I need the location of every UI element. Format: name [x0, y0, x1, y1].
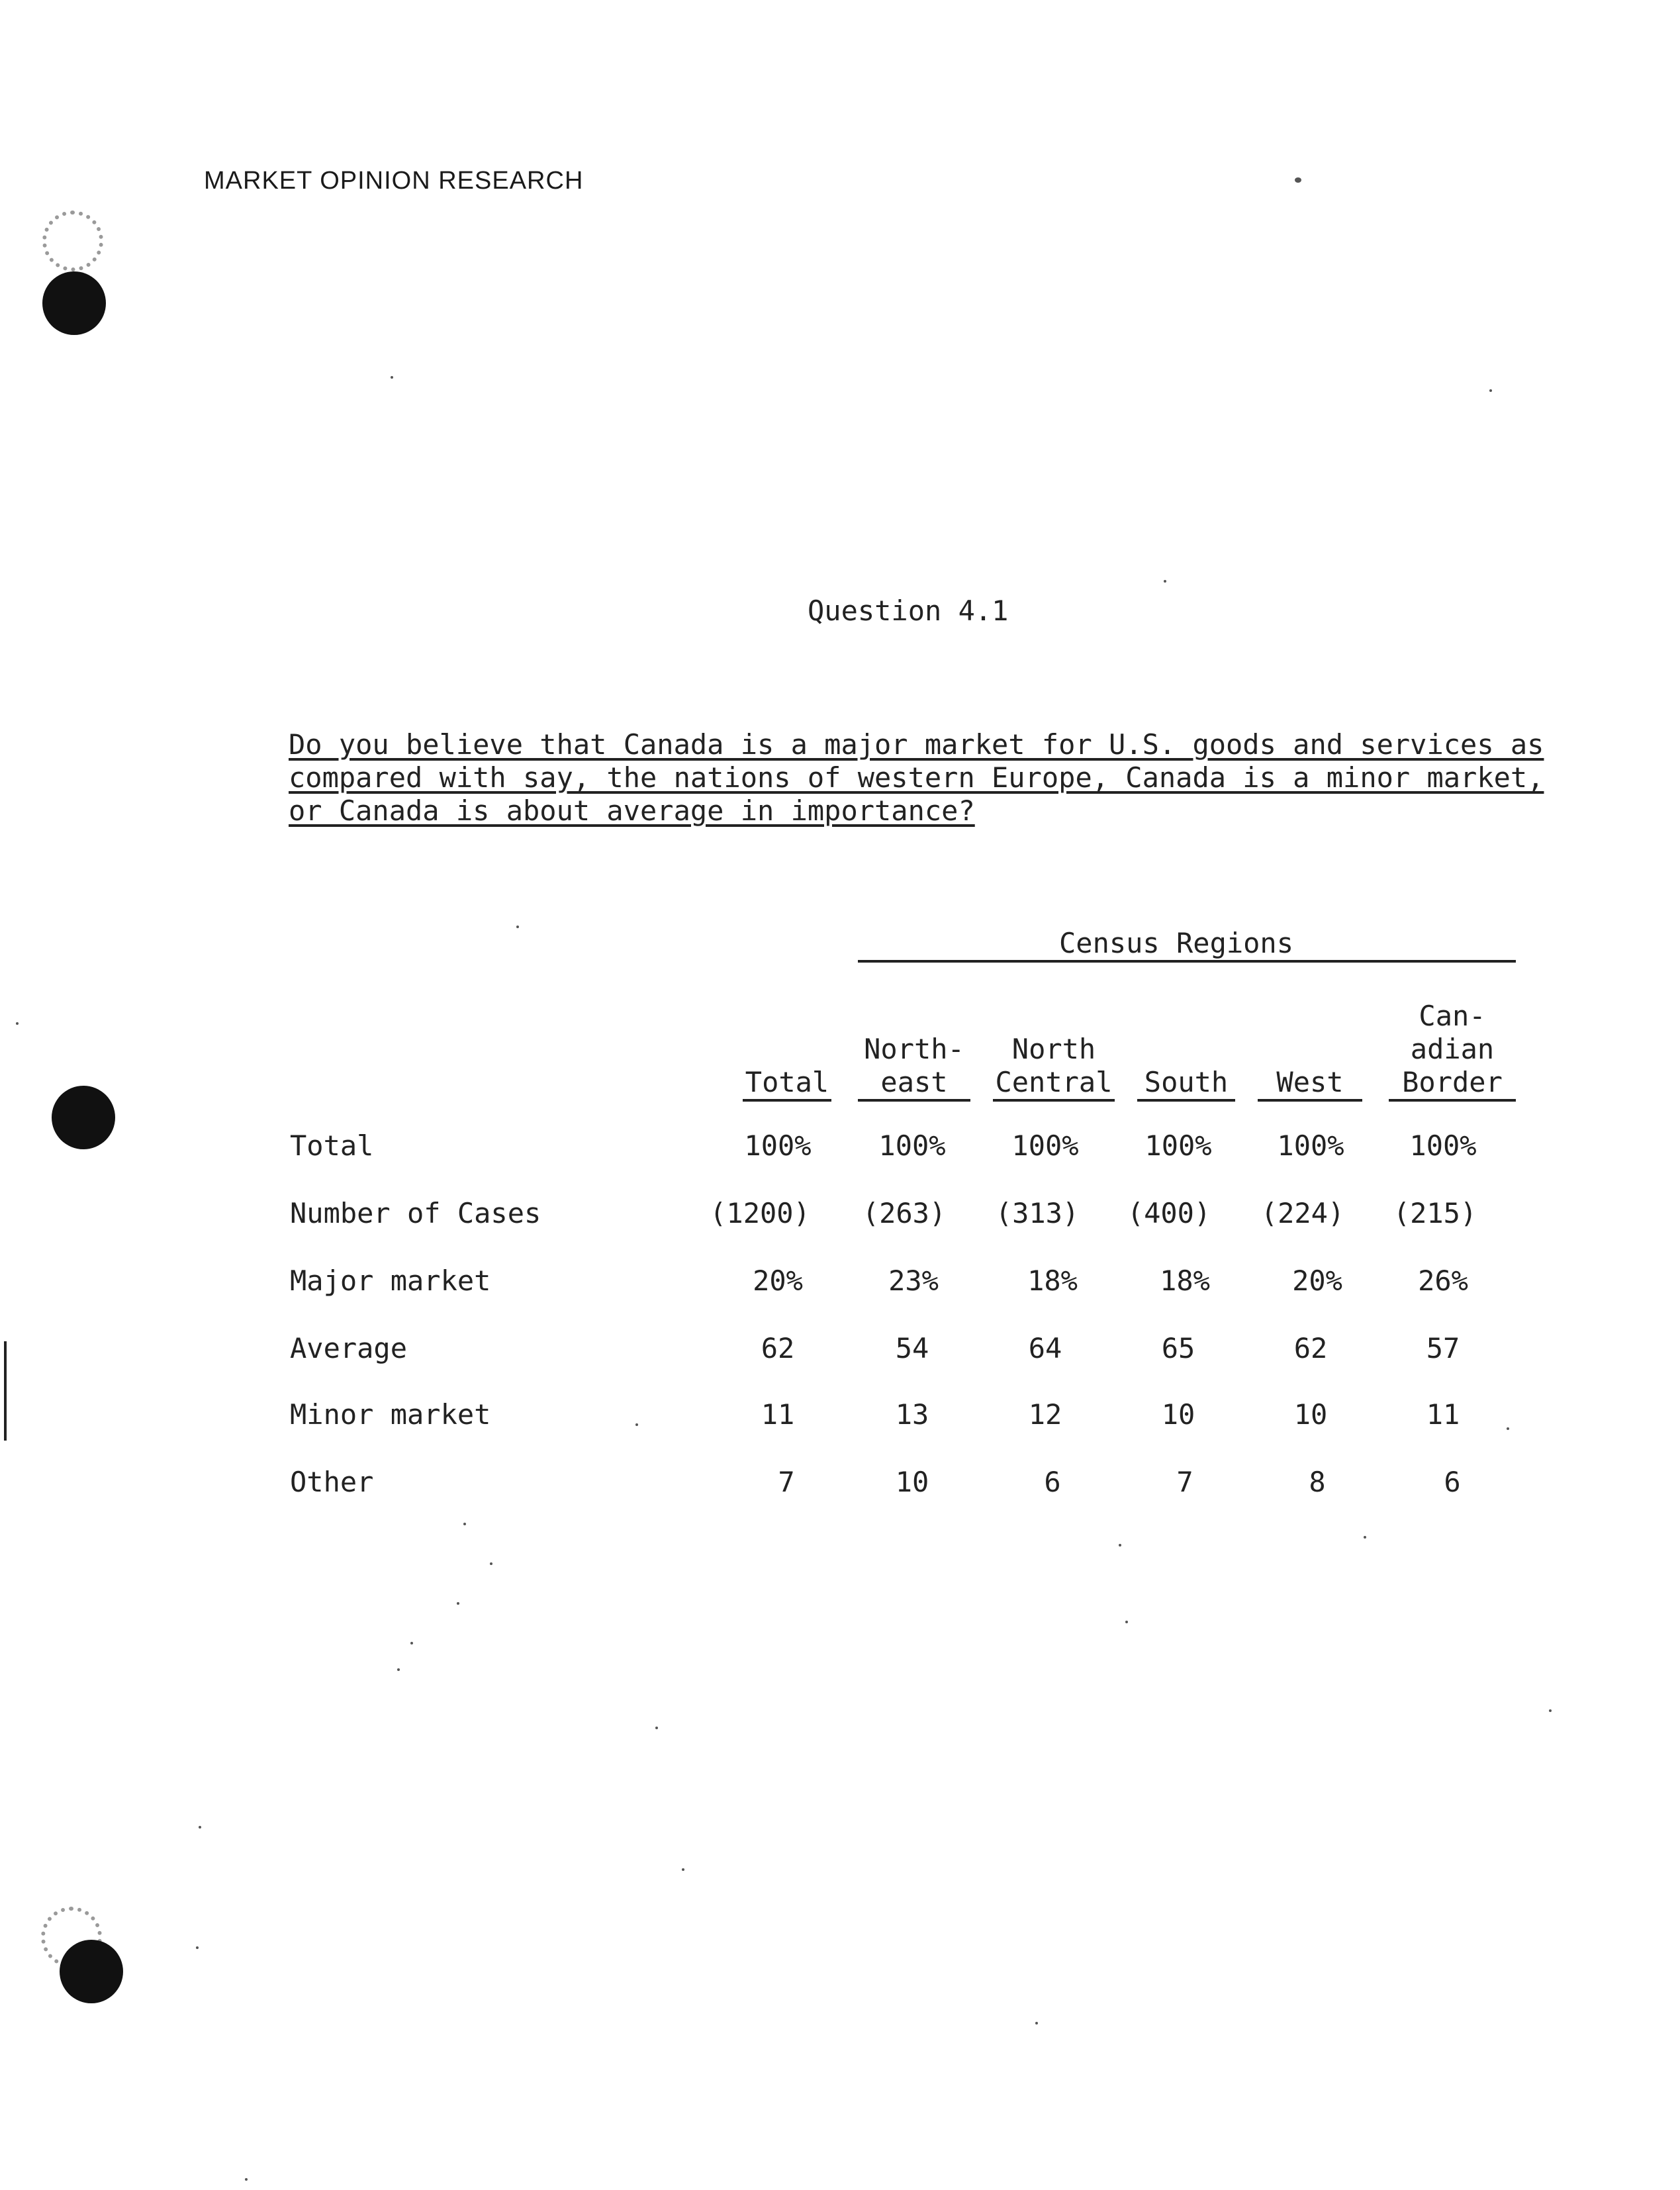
row-label-number-of-cases: Number of Cases [290, 1197, 541, 1229]
table-cell: 26% [1418, 1264, 1468, 1297]
punch-hole-ring-top [42, 211, 103, 271]
scan-speck [16, 1022, 19, 1025]
scan-speck [682, 1868, 684, 1871]
column-header-northeast [858, 980, 970, 1102]
table-cell: 20% [753, 1264, 803, 1297]
table-cell: 54 [895, 1332, 929, 1364]
table-cell: 18% [1027, 1264, 1078, 1297]
scan-speck [490, 1562, 492, 1565]
scan-speck [463, 1523, 466, 1525]
scan-speck [635, 1423, 638, 1426]
table-cell: 10 [1161, 1398, 1195, 1431]
table-cell: 11 [761, 1398, 795, 1431]
scan-speck [1507, 1427, 1509, 1430]
scan-speck [196, 1946, 199, 1949]
scan-speck [1035, 2022, 1038, 2024]
scan-speck [199, 1826, 201, 1829]
table-cell: 18% [1160, 1264, 1210, 1297]
column-header-total [743, 980, 831, 1102]
scan-speck [655, 1727, 658, 1729]
scan-speck [1295, 177, 1301, 183]
table-cell: 100% [1277, 1129, 1344, 1162]
table-cell: 57 [1426, 1332, 1460, 1364]
column-header-line: South [1144, 1066, 1229, 1098]
column-header-canadian-border [1389, 980, 1516, 1102]
table-cell: 8 [1309, 1466, 1326, 1498]
table-cell: 12 [1028, 1398, 1062, 1431]
table-cell: 100% [1409, 1129, 1477, 1162]
table-cell: 7 [778, 1466, 795, 1498]
scan-speck [1364, 1536, 1366, 1539]
table-cell: 10 [1293, 1398, 1328, 1431]
table-cell: 100% [878, 1129, 946, 1162]
scan-speck [1489, 389, 1492, 392]
table-cell: 62 [761, 1332, 795, 1364]
table-cell: 20% [1292, 1264, 1342, 1297]
column-header-west [1258, 980, 1362, 1102]
table-cell: 100% [1144, 1129, 1212, 1162]
scan-speck [1125, 1621, 1128, 1623]
row-label-total: Total [290, 1129, 374, 1162]
table-cell: 62 [1293, 1332, 1328, 1364]
table-cell: 13 [895, 1398, 929, 1431]
row-label-other: Other [290, 1466, 374, 1498]
question-text [289, 728, 1553, 828]
punch-hole-top [42, 271, 106, 335]
column-header-line: Can- [1419, 1000, 1486, 1032]
table-cell: (224) [1260, 1197, 1345, 1229]
table-cell: (215) [1393, 1197, 1477, 1229]
punch-hole-middle [52, 1086, 115, 1149]
column-header-line: West [1276, 1066, 1344, 1098]
table-cell: (400) [1127, 1197, 1211, 1229]
question-line: or Canada is about average in importance? [289, 794, 975, 827]
table-cell: (263) [862, 1197, 947, 1229]
table-cell: 10 [895, 1466, 929, 1498]
table-cell: 65 [1161, 1332, 1195, 1364]
punch-hole-bottom [60, 1940, 123, 2003]
table-cell: 6 [1044, 1466, 1061, 1498]
scan-speck [410, 1642, 413, 1644]
table-cell: (313) [995, 1197, 1080, 1229]
scan-speck [516, 926, 519, 928]
table-cell: 7 [1176, 1466, 1193, 1498]
column-header-line: Central [995, 1066, 1113, 1098]
table-cell: 11 [1426, 1398, 1460, 1431]
scan-speck [391, 376, 393, 379]
column-header-south [1137, 980, 1235, 1102]
table-cell: 23% [888, 1264, 939, 1297]
scan-speck [1119, 1544, 1121, 1547]
question-number: Question 4.1 [808, 595, 1009, 627]
margin-mark [4, 1341, 7, 1441]
table-cell: 100% [744, 1129, 812, 1162]
column-header-line: Border [1402, 1066, 1503, 1098]
row-label-major-market: Major market [290, 1264, 491, 1297]
table-cell: 6 [1444, 1466, 1461, 1498]
question-line: compared with say, the nations of western Europe, Canada is a minor market, [289, 761, 1544, 794]
scan-speck [397, 1668, 400, 1671]
question-line: Do you believe that Canada is a major market for U.S. goods and services as [289, 728, 1544, 761]
company-header: MARKET OPINION RESEARCH [204, 167, 584, 195]
scan-speck [1549, 1709, 1552, 1712]
table-cell: (1200) [710, 1197, 810, 1229]
column-header-line: North- [864, 1033, 964, 1065]
column-header-north-central [993, 980, 1115, 1102]
column-header-line: adian [1410, 1033, 1495, 1065]
census-regions-label: Census Regions [1059, 927, 1294, 959]
column-header-line: Total [745, 1066, 829, 1098]
column-header-line: North [1011, 1033, 1096, 1065]
scan-speck [245, 2178, 248, 2181]
census-regions-rule [858, 960, 1516, 963]
row-label-minor-market: Minor market [290, 1398, 491, 1431]
scan-speck [457, 1602, 459, 1605]
row-label-average: Average [290, 1332, 408, 1364]
table-cell: 64 [1028, 1332, 1062, 1364]
column-header-line: east [880, 1066, 948, 1098]
scan-speck [1164, 580, 1166, 583]
table-cell: 100% [1011, 1129, 1079, 1162]
